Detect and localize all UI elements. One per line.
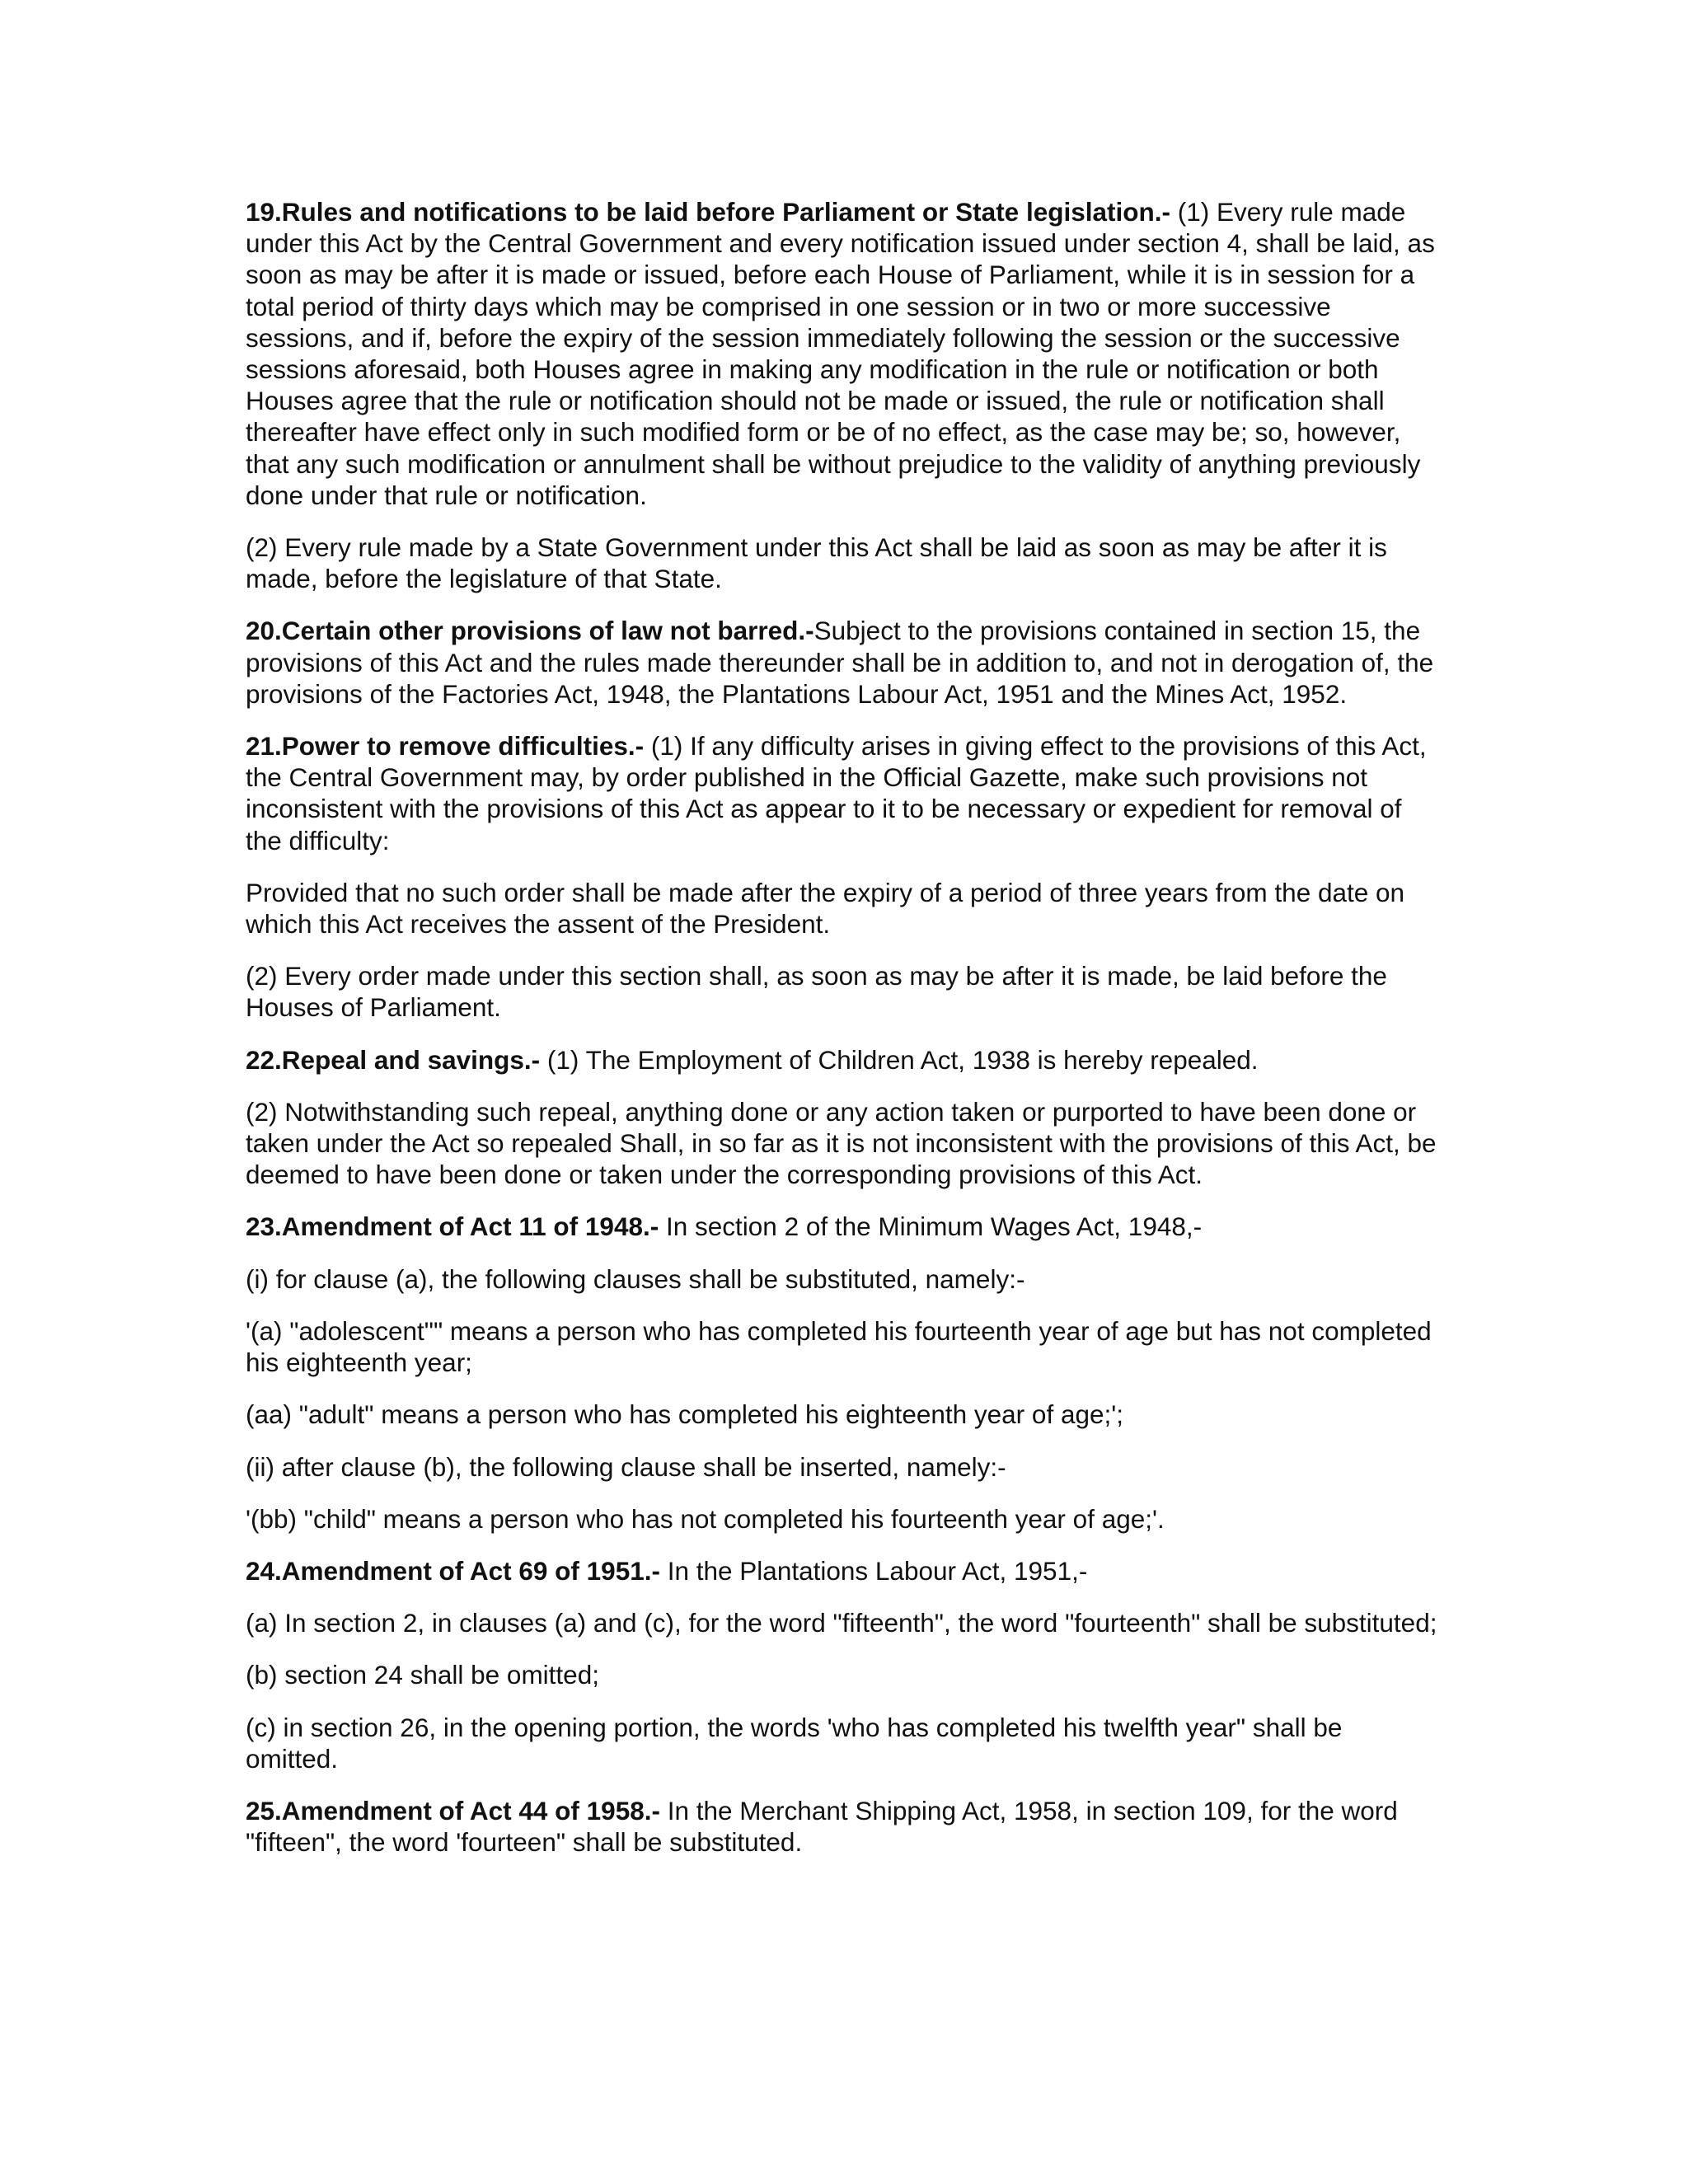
section-19-heading: 19.Rules and notifications to be laid before Parliament or State legislation.- (246, 197, 1170, 227)
section-23-heading: 23.Amendment of Act 11 of 1948.- (246, 1212, 659, 1242)
section-23-intro-text: In section 2 of the Minimum Wages Act, 1948,- (659, 1212, 1203, 1242)
document-body (246, 196, 1441, 1878)
section-23-paragraph (246, 1211, 1441, 1242)
section-24-item-c: (c) in section 26, in the opening portion, the words 'who has completed his twelfth year" shall be omitted. (246, 1712, 1343, 1774)
section-23-definition-adolescent: '(a) "adolescent"" means a person who has completed his fourteenth year of age but has not completed his eighteenth year; (246, 1315, 1432, 1378)
section-20-text: Subject to the provisions contained in section 15, the provisions of this Act and the rules made thereunder shall be in addition to, and not in derogation of, the provisions of the Factories Act, 1948, the Plantations Labour Act, 1951 and the Mines Act, 1952. (246, 616, 1434, 709)
section-21-heading: 21.Power to remove difficulties.- (246, 731, 645, 762)
section-23-definition-child: '(bb) "child" means a person who has not completed his fourteenth year of age;'. (246, 1503, 1165, 1534)
section-20-paragraph (246, 615, 1441, 710)
section-24-item-a: (a) In section 2, in clauses (a) and (c), for the word "fifteenth", the word "fourteenth" shall be substituted; (246, 1608, 1437, 1638)
section-25-text: In the Merchant Shipping Act, 1958, in section 109, for the word "fifteen", the word 'fourteen" shall be substituted. (246, 1795, 1398, 1858)
section-19-clause-1-text: (1) Every rule made under this Act by the Central Government and every notification issued under section 4, shall be laid, as soon as may be after it is made or issued, before each House of Parliament, while it is in session for a total period of thirty days which may be comprised in one session or in two or more successive sessions, and if, before the expiry of the session immediately following the session or the successive sessions aforesaid, both Houses agree in making any modification in the rule or notification or both Houses agree that the rule or notification should not be made or issued, the rule or notification shall thereafter have effect only in such modified form or be of no effect, as the case may be; so, however, that any such modification or annulment shall be without prejudice to the validity of anything previously done under that rule or notification. (246, 197, 1435, 510)
section-22-paragraph (246, 1044, 1441, 1076)
section-24-item-b: (b) section 24 shall be omitted; (246, 1660, 599, 1690)
section-24-heading: 24.Amendment of Act 69 of 1951.- (246, 1555, 660, 1586)
section-19-paragraph (246, 196, 1441, 511)
section-23-definition-adult: (aa) "adult" means a person who has completed his eighteenth year of age;'; (246, 1399, 1124, 1430)
section-22-clause-2: (2) Notwithstanding such repeal, anything done or any action taken or purported to have been done or taken under the Act so repealed Shall, in so far as it is not inconsistent with the provisions of this Act, be deemed to have been done or taken under the corresponding provisions of this Act. (246, 1096, 1437, 1190)
section-20-heading: 20.Certain other provisions of law not barred.- (246, 616, 814, 646)
section-21-paragraph (246, 730, 1441, 856)
section-22-clause-1-text: (1) The Employment of Children Act, 1938 is hereby repealed. (540, 1044, 1259, 1075)
section-24-intro-text: In the Plantations Labour Act, 1951,- (659, 1555, 1088, 1586)
section-22-heading: 22.Repeal and savings.- (246, 1044, 541, 1075)
section-24-paragraph (246, 1555, 1441, 1586)
section-21-proviso: Provided that no such order shall be made after the expiry of a period of three years from the date on which this Act receives the assent of the President. (246, 877, 1405, 940)
section-23-item-i: (i) for clause (a), the following clauses shall be substituted, namely:- (246, 1263, 1025, 1294)
section-25-paragraph (246, 1795, 1441, 1858)
section-25-heading: 25.Amendment of Act 44 of 1958.- (246, 1795, 660, 1825)
section-19-clause-2: (2) Every rule made by a State Government under this Act shall be laid as soon as may be after it is made, before the legislature of that State. (246, 532, 1387, 594)
section-23-item-ii: (ii) after clause (b), the following clause shall be inserted, namely:- (246, 1451, 1006, 1482)
section-21-clause-2: (2) Every order made under this section shall, as soon as may be after it is made, be laid before the Houses of Parliament. (246, 961, 1387, 1023)
section-21-clause-1-text: (1) If any difficulty arises in giving effect to the provisions of this Act, the Central Government may, by order published in the Official Gazette, make such provisions not inconsistent with the provisions of this Act as appear to it to be necessary or expedient for removal of the difficulty: (246, 731, 1427, 855)
